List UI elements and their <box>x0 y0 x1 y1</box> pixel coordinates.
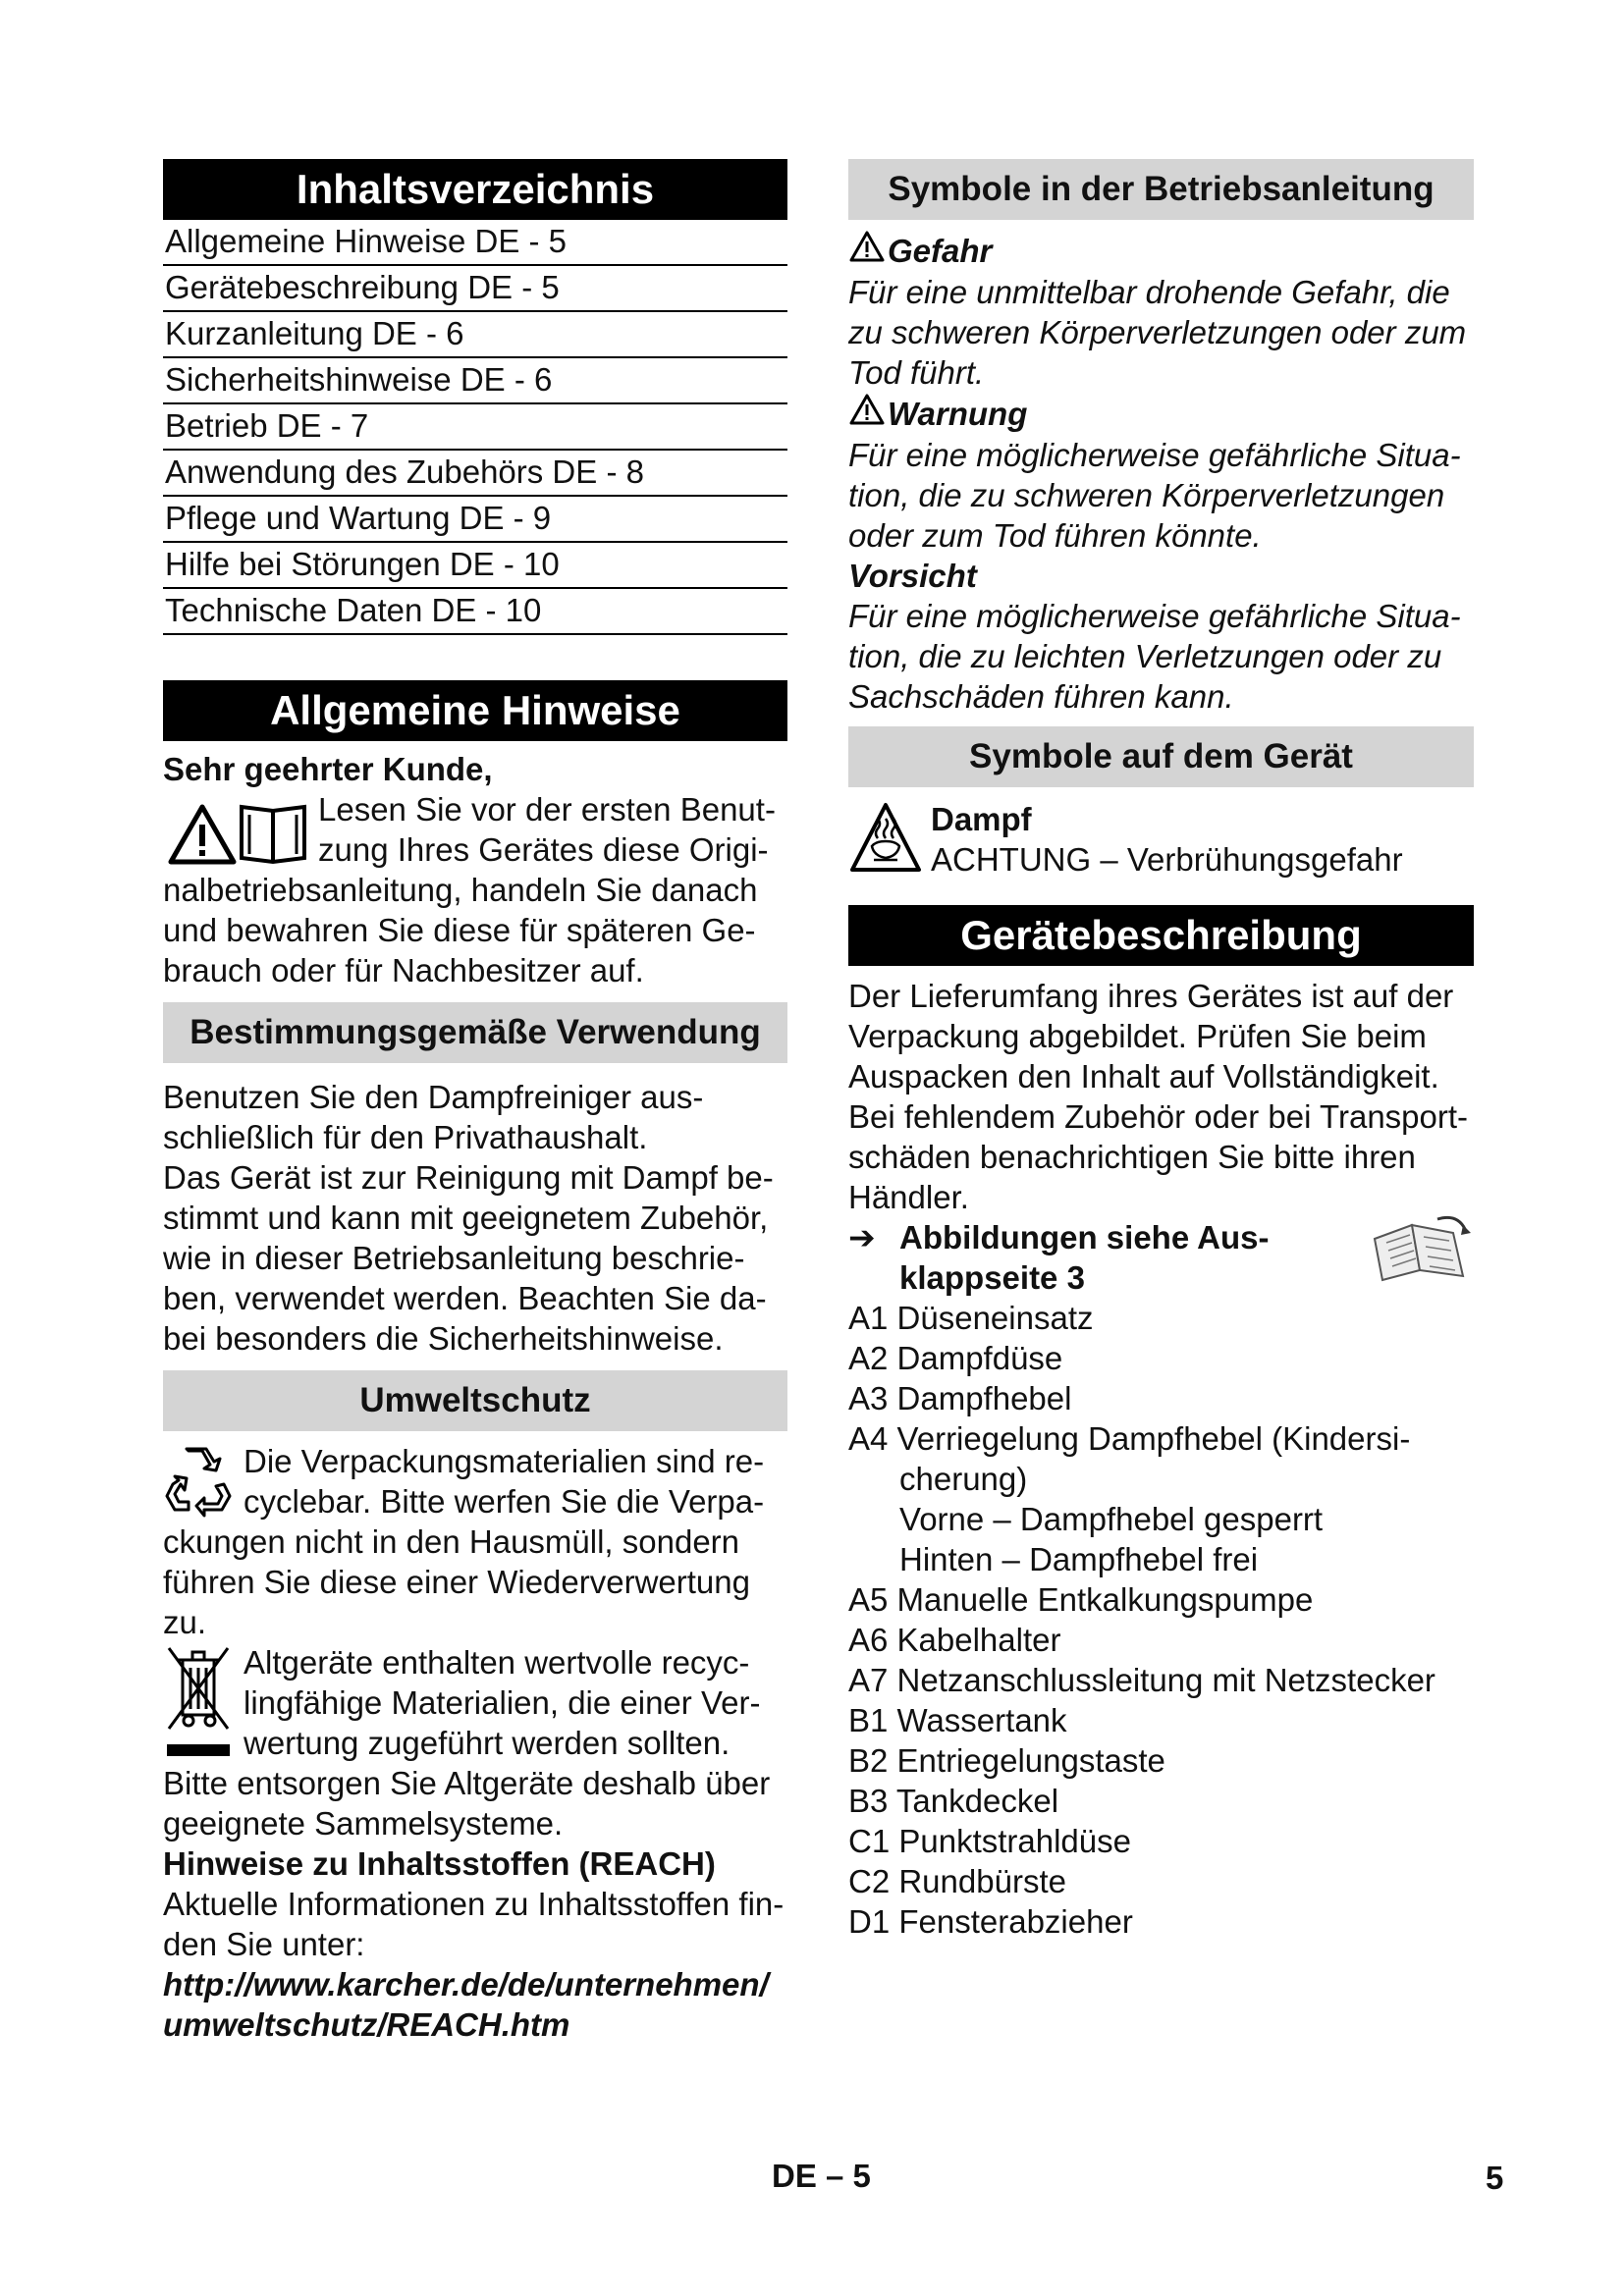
environment-heading: Umweltschutz <box>163 1370 787 1431</box>
steam-hazard-icon <box>848 799 923 874</box>
danger-text: Tod führt. <box>848 354 985 391</box>
general-heading: Allgemeine Hinweise <box>163 680 787 741</box>
intended-use-text: wie in dieser Betriebsanleitung beschrie- <box>163 1240 745 1276</box>
warning-book-icon <box>163 789 308 870</box>
device-intro: Verpackung abgebildet. Prüfen Sie beim <box>848 1018 1427 1054</box>
toc-item[interactable]: Allgemeine Hinweise DE - 5 <box>163 220 787 266</box>
toc-item[interactable]: Gerätebeschreibung DE - 5 <box>163 266 787 312</box>
reach-text: Aktuelle Informationen zu Inhaltsstoffen fin- <box>163 1886 785 1922</box>
weee-block <box>163 1642 787 1843</box>
caution-text: Für eine möglicherweise gefährliche Situa- <box>848 598 1461 634</box>
caution-label: Vorsicht <box>848 558 977 594</box>
warning-text: tion, die zu schweren Körperverletzungen <box>848 477 1445 513</box>
general-text: und bewahren Sie diese für späteren Ge- <box>163 912 756 948</box>
symbols-manual-heading: Symbole in der Betriebsanleitung <box>848 159 1474 220</box>
reach-text: den Sie unter: <box>163 1926 365 1962</box>
read-manual-block <box>163 789 787 990</box>
recycle-icon <box>163 1441 234 1520</box>
warning-triangle-icon <box>848 230 886 272</box>
recycle-text: ckungen nicht in den Hausmüll, sondern <box>163 1523 740 1560</box>
danger-text: zu schweren Körperverletzungen oder zum <box>848 314 1467 350</box>
toc-item[interactable]: Betrieb DE - 7 <box>163 404 787 451</box>
toc-list <box>163 220 787 635</box>
device-intro: Der Lieferumfang ihres Gerätes ist auf der <box>848 978 1454 1014</box>
footer-section-page: DE – 5 <box>772 2158 871 2194</box>
greeting: Sehr geehrter Kunde, <box>163 751 493 787</box>
reach-url[interactable]: umweltschutz/REACH.htm <box>163 2006 570 2043</box>
general-text: Lesen Sie vor der ersten Benut- <box>318 791 776 828</box>
parts-list <box>848 1298 1474 1942</box>
device-intro: Auspacken den Inhalt auf Vollständigkeit. <box>848 1058 1439 1095</box>
figure-ref-text: Abbildungen siehe Aus- <box>899 1219 1270 1255</box>
warning-triangle-icon <box>848 393 886 435</box>
list-item: A3 Dampfhebel <box>848 1380 1072 1416</box>
list-item-sub: Hinten – Dampfhebel frei <box>899 1541 1259 1577</box>
list-item: A1 Düseneinsatz <box>848 1300 1094 1336</box>
foldout-page-icon <box>1369 1211 1473 1291</box>
weee-text: Altgeräte enthalten wertvolle recyc- <box>244 1644 750 1681</box>
intended-use-text: stimmt und kann mit geeignetem Zubehör, <box>163 1200 769 1236</box>
list-item: A5 Manuelle Entkalkungspumpe <box>848 1581 1314 1618</box>
steam-label: Dampf <box>931 801 1032 837</box>
intended-use-text: Benutzen Sie den Dampfreiniger aus- <box>163 1079 704 1115</box>
general-text: nalbetriebsanleitung, handeln Sie danach <box>163 872 758 908</box>
list-item: C1 Punktstrahldüse <box>848 1823 1131 1859</box>
caution-text: tion, die zu leichten Verletzungen oder zu <box>848 638 1442 674</box>
intended-use-text: schließlich für den Privathaushalt. <box>163 1119 648 1155</box>
caution-text: Sachschäden führen kann. <box>848 678 1234 715</box>
toc-item[interactable]: Kurzanleitung DE - 6 <box>163 312 787 358</box>
list-item: B2 Entriegelungstaste <box>848 1742 1165 1779</box>
general-text: zung Ihres Gerätes diese Origi- <box>318 831 769 868</box>
list-item: B3 Tankdeckel <box>848 1783 1059 1819</box>
figure-ref-text: klappseite 3 <box>899 1259 1085 1296</box>
weee-text: Bitte entsorgen Sie Altgeräte deshalb über <box>163 1765 771 1801</box>
recycle-text: führen Sie diese einer Wiederverwertung <box>163 1564 750 1600</box>
device-intro: schäden benachrichtigen Sie bitte ihren <box>848 1139 1416 1175</box>
intended-use-heading: Bestimmungsgemäße Verwendung <box>163 1002 787 1063</box>
toc-heading: Inhaltsverzeichnis <box>163 159 787 220</box>
weee-text: lingfähige Materialien, die einer Ver- <box>244 1684 761 1721</box>
symbols-device-heading: Symbole auf dem Gerät <box>848 726 1474 787</box>
device-heading: Gerätebeschreibung <box>848 905 1474 966</box>
toc-item[interactable]: Sicherheitshinweise DE - 6 <box>163 358 787 404</box>
recycle-block <box>163 1441 787 1642</box>
intended-use-text: Das Gerät ist zur Reinigung mit Dampf be- <box>163 1159 774 1196</box>
list-item-sub: Vorne – Dampfhebel gesperrt <box>899 1501 1324 1537</box>
recycle-text: cyclebar. Bitte werfen Sie die Verpa- <box>244 1483 765 1520</box>
danger-label: Gefahr <box>848 230 1474 272</box>
list-item: A2 Dampfdüse <box>848 1340 1063 1376</box>
left-column <box>163 159 787 2045</box>
recycle-text: Die Verpackungsmaterialien sind re- <box>244 1443 765 1479</box>
list-item: D1 Fensterabzieher <box>848 1903 1133 1940</box>
list-item: A7 Netzanschlussleitung mit Netzstecker <box>848 1662 1435 1698</box>
general-text: brauch oder für Nachbesitzer auf. <box>163 952 644 988</box>
arrow-right-icon: ➔ <box>848 1219 876 1255</box>
intended-use-text: ben, verwendet werden. Beachten Sie da- <box>163 1280 767 1316</box>
intended-use-text: bei besonders die Sicherheitshinweise. <box>163 1320 724 1357</box>
danger-text: Für eine unmittelbar drohende Gefahr, die <box>848 274 1450 310</box>
list-item: B1 Wassertank <box>848 1702 1067 1738</box>
toc-item[interactable]: Hilfe bei Störungen DE - 10 <box>163 543 787 589</box>
steam-block <box>848 799 1474 880</box>
list-item: C2 Rundbürste <box>848 1863 1066 1899</box>
weee-text: wertung zugeführt werden sollten. <box>244 1725 731 1761</box>
recycle-text: zu. <box>163 1604 207 1640</box>
toc-item[interactable]: Pflege und Wartung DE - 9 <box>163 497 787 543</box>
warning-label: Warnung <box>848 393 1474 435</box>
device-intro: Bei fehlendem Zubehör oder bei Transport- <box>848 1098 1469 1135</box>
warning-text: oder zum Tod führen könnte. <box>848 517 1262 554</box>
steam-text: ACHTUNG – Verbrühungsgefahr <box>931 841 1403 878</box>
list-item: A6 Kabelhalter <box>848 1622 1061 1658</box>
warning-text: Für eine möglicherweise gefährliche Situa- <box>848 437 1461 473</box>
weee-text: geeignete Sammelsysteme. <box>163 1805 564 1842</box>
reach-title: Hinweise zu Inhaltsstoffen (REACH) <box>163 1845 716 1882</box>
figure-ref-block <box>848 1217 1474 1298</box>
page-number: 5 <box>1486 2160 1504 2196</box>
right-column <box>848 159 1474 1942</box>
device-intro: Händler. <box>848 1179 969 1215</box>
toc-item[interactable]: Anwendung des Zubehörs DE - 8 <box>163 451 787 497</box>
crossed-bin-icon <box>163 1642 234 1760</box>
reach-url[interactable]: http://www.karcher.de/de/unternehmen/ <box>163 1966 769 2002</box>
list-item: A4 Verriegelung Dampfhebel (Kindersi- <box>848 1420 1411 1457</box>
toc-item[interactable]: Technische Daten DE - 10 <box>163 589 787 635</box>
list-item-cont: cherung) <box>899 1461 1028 1497</box>
